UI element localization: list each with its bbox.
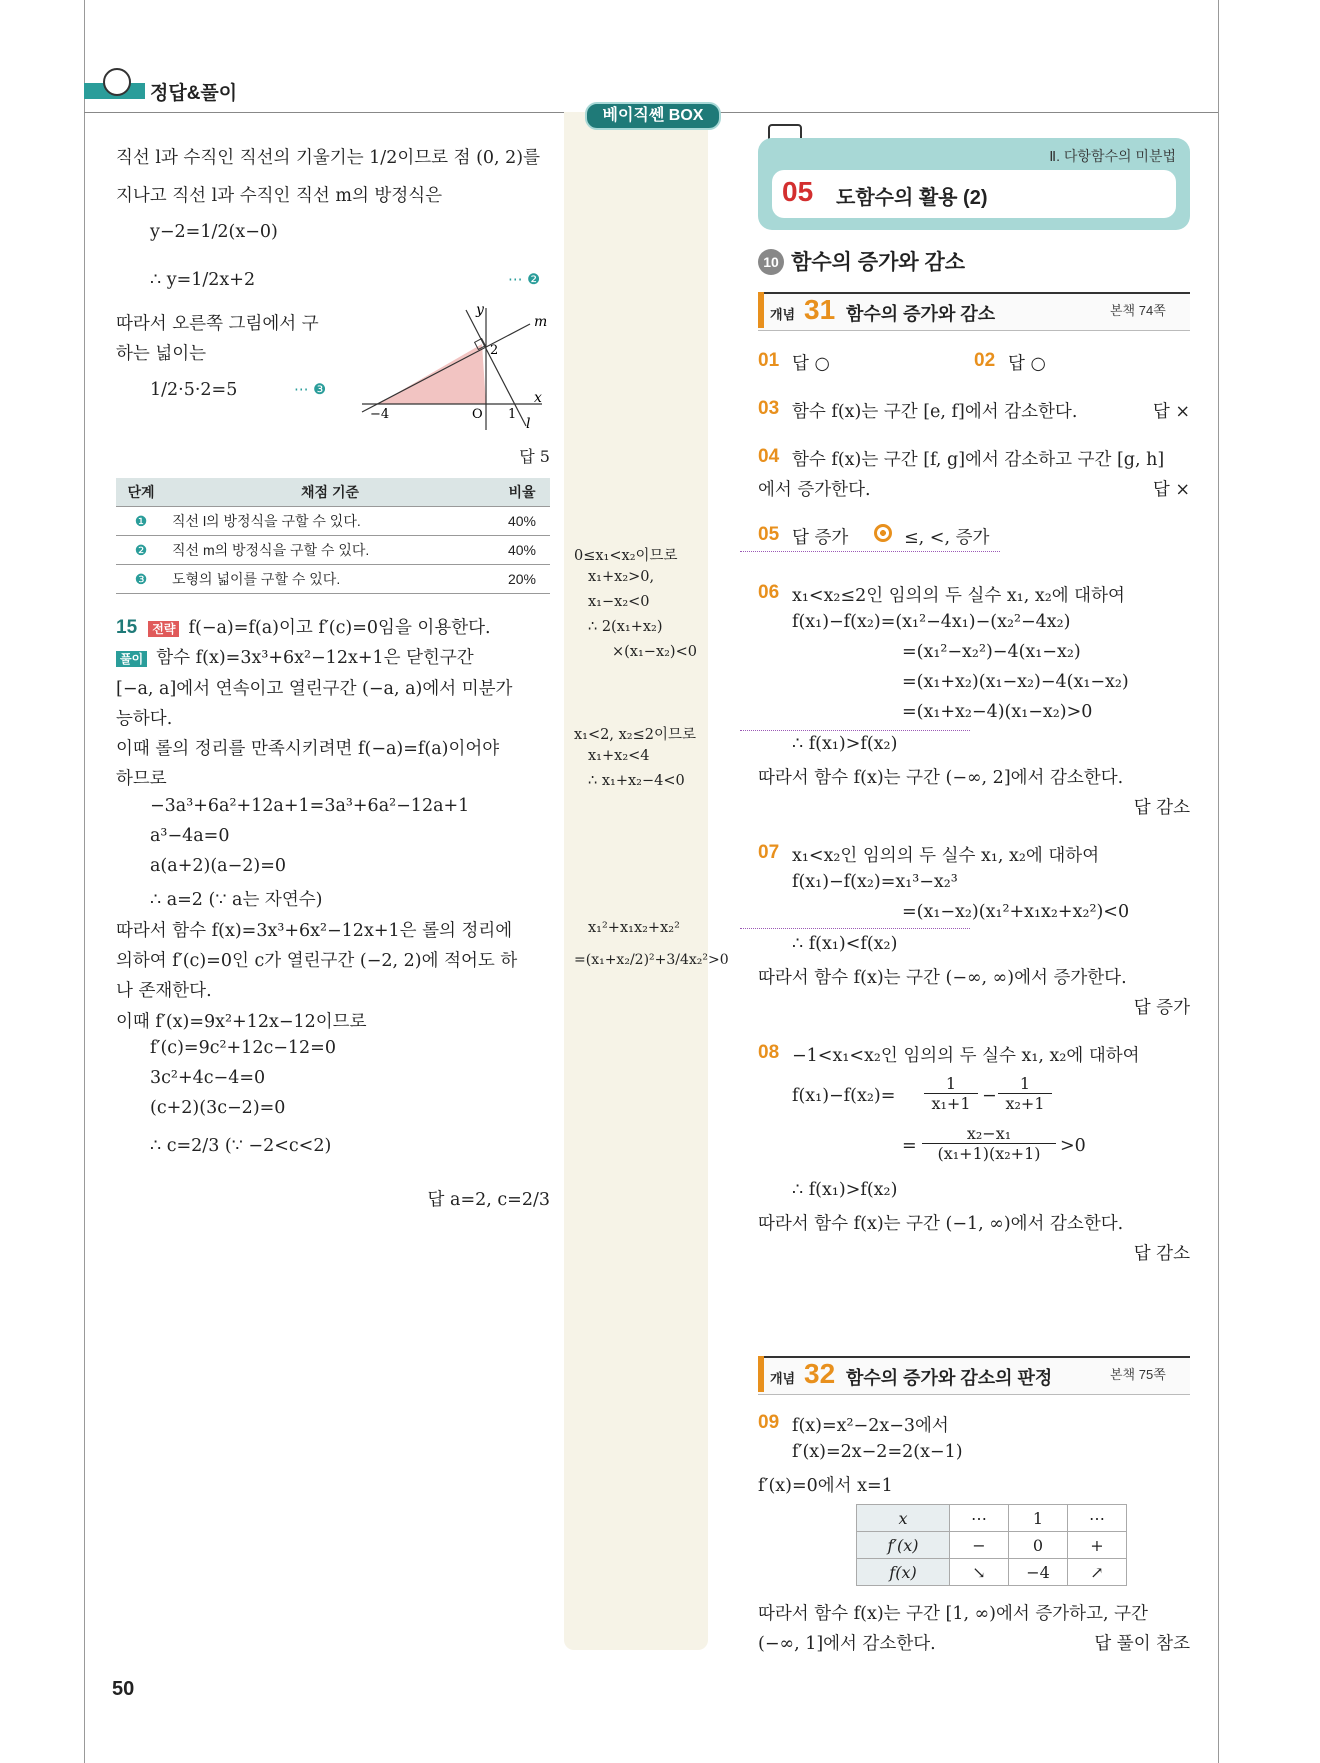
- concept-32-tag: 개념: [770, 1371, 796, 1386]
- q08-fraction-3: [922, 1124, 1056, 1163]
- topic-heading: [758, 246, 965, 276]
- tick-1: 1: [508, 407, 517, 422]
- concept-31-ref: 본책 74쪽: [1110, 303, 1166, 318]
- q08-fraction-2: [998, 1074, 1052, 1113]
- solution-line-8: a(a+2)(a−2)=0: [150, 856, 287, 876]
- tick-2: 2: [490, 343, 499, 358]
- solution-tag: 풀이: [116, 651, 147, 667]
- table-header-criterion: 채점 기준: [166, 478, 494, 507]
- step-mark-2: ⋯ ❷: [508, 272, 541, 288]
- problem-15-head: [116, 614, 491, 639]
- table-row: [857, 1532, 1127, 1559]
- q08-line-2-prefix: f(x₁)−f(x₂)=: [792, 1086, 896, 1106]
- cell: x: [857, 1505, 950, 1532]
- solution-line-16: (c+2)(3c−2)=0: [150, 1098, 286, 1118]
- note-1-line-4: ∴ 2(x₁+x₂): [588, 619, 663, 635]
- row-criterion: 도형의 넓이를 구할 수 있다.: [166, 565, 494, 594]
- solution-line-14: f′(c)=9c²+12c−12=0: [150, 1038, 336, 1058]
- q09-answer: 답 풀이 참조: [1094, 1634, 1190, 1654]
- q04-answer: 답 ×: [1152, 480, 1190, 500]
- q07-line-2: f(x₁)−f(x₂)=x₁³−x₂³: [792, 872, 958, 892]
- cell: 0: [1009, 1532, 1068, 1559]
- cell: +: [1068, 1532, 1127, 1559]
- q05-answer: 답 증가: [792, 528, 849, 548]
- note-2-line-1: x₁<2, x₂≤2이므로: [574, 727, 696, 743]
- note-2-connector: [740, 730, 970, 731]
- q07-line-1: x₁<x₂인 임의의 두 실수 x₁, x₂에 대하여: [792, 846, 1100, 866]
- table-row: [116, 507, 550, 536]
- q06-answer: 답 감소: [1133, 798, 1190, 818]
- q08-number: 08: [758, 1042, 780, 1063]
- note-3-line-2: =(x₁+x₂/2)²+3/4x₂²>0: [574, 952, 729, 968]
- concept-32-ref: 본책 75쪽: [1110, 1367, 1166, 1382]
- concept-31-number: 31: [804, 294, 836, 325]
- strategy-text: f(−a)=f(a)이고 f′(c)=0임을 이용한다.: [188, 618, 491, 638]
- answer-15: 답 a=2, c=2/3: [427, 1190, 550, 1210]
- q06-line-2: f(x₁)−f(x₂)=(x₁²−4x₁)−(x₂²−4x₂): [792, 612, 1071, 632]
- tick-origin: O: [472, 407, 483, 422]
- y-axis-label: y: [476, 302, 484, 318]
- note-1-connector: [740, 551, 1000, 552]
- q08-fraction-2-numerator: 1: [998, 1074, 1052, 1094]
- cell: f′(x): [857, 1532, 950, 1559]
- note-1-line-1: 0≤x₁<x₂이므로: [574, 548, 678, 564]
- q07-answer: 답 증가: [1133, 998, 1190, 1018]
- q05-extra: ≤, <, 증가: [904, 528, 990, 548]
- q03-answer: 답 ×: [1152, 402, 1190, 422]
- triangle-graph: [358, 300, 548, 435]
- l-label: l: [526, 416, 531, 432]
- concept-31-accent: [758, 292, 764, 328]
- row-step: ❷: [116, 536, 166, 565]
- section-number: 05: [782, 176, 814, 207]
- row-ratio: 40%: [494, 536, 550, 565]
- solution-line-3: 능하다.: [116, 709, 173, 729]
- q08-line-4: ∴ f(x₁)>f(x₂): [792, 1180, 898, 1200]
- q09-line-5: (−∞, 1]에서 감소한다.: [758, 1634, 936, 1654]
- cell: ⋯: [1068, 1505, 1127, 1532]
- solution-text-1: 함수 f(x)=3x³+6x²−12x+1은 닫힌구간: [156, 648, 474, 668]
- cell: ⋯: [950, 1505, 1009, 1532]
- q06-line-6: ∴ f(x₁)>f(x₂): [792, 734, 898, 754]
- equation-line-m: y−2=1/2(x−0): [150, 222, 278, 242]
- q04-number: 04: [758, 446, 780, 467]
- row-criterion: 직선 l의 방정식을 구할 수 있다.: [166, 507, 494, 536]
- q09-line-3: f′(x)=0에서 x=1: [758, 1476, 893, 1496]
- note-1-line-3: x₁−x₂<0: [588, 594, 650, 610]
- answer-5: 답 5: [519, 447, 550, 466]
- q08-line-3-suffix: >0: [1060, 1136, 1086, 1156]
- solution-line-1: [116, 644, 474, 669]
- q08-equals: =: [902, 1136, 917, 1156]
- q06-line-5: =(x₁+x₂−4)(x₁−x₂)>0: [902, 702, 1093, 722]
- strategy-tag: 전략: [148, 621, 179, 637]
- row-ratio: 20%: [494, 565, 550, 594]
- row-ratio: 40%: [494, 507, 550, 536]
- m-label: m: [534, 314, 548, 330]
- area-line-2: 하는 넓이는: [116, 344, 207, 364]
- q06-number: 06: [758, 582, 780, 603]
- q06-line-3: =(x₁²−x₂²)−4(x₁−x₂): [902, 642, 1081, 662]
- row-criterion: 직선 m의 방정식을 구할 수 있다.: [166, 536, 494, 565]
- q03-number: 03: [758, 398, 780, 419]
- cell: f(x): [857, 1559, 950, 1586]
- q08-fraction-1-numerator: 1: [924, 1074, 978, 1094]
- topic-title: 함수의 증가와 감소: [791, 251, 966, 274]
- row-step: ❸: [116, 565, 166, 594]
- increase-decrease-table: [856, 1504, 1127, 1586]
- q09-line-4: 따라서 함수 f(x)는 구간 [1, ∞)에서 증가하고, 구간: [758, 1604, 1148, 1624]
- solution-line-4: 이때 롤의 정리를 만족시키려면 f(−a)=f(a)이어야: [116, 739, 500, 759]
- cell: ↗: [1068, 1559, 1127, 1586]
- step-mark-3: ⋯ ❸: [294, 382, 327, 398]
- note-1-line-2: x₁+x₂>0,: [588, 569, 655, 585]
- concept-31-tag: 개념: [770, 307, 796, 322]
- q09-number: 09: [758, 1412, 780, 1433]
- basic-box-label: 베이직쎈 BOX: [585, 102, 721, 130]
- row-step: ❶: [116, 507, 166, 536]
- table-row: [116, 565, 550, 594]
- table-header-ratio: 비율: [494, 478, 550, 507]
- intro-line-1: 직선 l과 수직인 직선의 기울기는 1/2이므로 점 (0, 2)를: [116, 148, 541, 168]
- q03-text: 함수 f(x)는 구간 [e, f]에서 감소한다.: [792, 402, 1078, 422]
- q06-line-1: x₁<x₂≤2인 임의의 두 실수 x₁, x₂에 대하여: [792, 586, 1125, 606]
- solution-line-5: 하므로: [116, 769, 167, 789]
- q08-minus: −: [982, 1086, 997, 1106]
- note-3-connector: [740, 928, 970, 929]
- q08-fraction-1-denominator: x₁+1: [931, 1094, 971, 1113]
- q04-text-1: 함수 f(x)는 구간 [f, g]에서 감소하고 구간 [g, h]: [792, 450, 1165, 470]
- page-left-border: [84, 0, 85, 1763]
- cell: −: [950, 1532, 1009, 1559]
- problem-15-number: 15: [116, 617, 138, 638]
- q06-line-4: =(x₁+x₂)(x₁−x₂)−4(x₁−x₂): [902, 672, 1129, 692]
- topic-number-badge: 10: [758, 249, 784, 275]
- solution-line-15: 3c²+4c−4=0: [150, 1068, 266, 1088]
- q08-fraction-2-denominator: x₂+1: [1005, 1094, 1045, 1113]
- note-1-line-5: ×(x₁−x₂)<0: [612, 644, 697, 660]
- q08-line-1: −1<x₁<x₂인 임의의 두 실수 x₁, x₂에 대하여: [792, 1046, 1140, 1066]
- solution-line-10: 따라서 함수 f(x)=3x³+6x²−12x+1은 롤의 정리에: [116, 921, 513, 941]
- solution-line-17: ∴ c=2/3 (∵ −2<c<2): [150, 1136, 332, 1156]
- q08-answer: 답 감소: [1133, 1244, 1190, 1264]
- q07-number: 07: [758, 842, 780, 863]
- q02-answer: 답 ○: [1008, 354, 1046, 374]
- note-2-line-2: x₁+x₂<4: [588, 748, 650, 764]
- concept-32-title: 함수의 증가와 감소의 판정: [846, 1368, 1053, 1388]
- concept-31-title: 함수의 증가와 감소: [846, 304, 996, 324]
- q08-fraction-3-numerator: x₂−x₁: [922, 1124, 1056, 1144]
- q07-line-4: ∴ f(x₁)<f(x₂): [792, 934, 898, 954]
- q01-number: 01: [758, 350, 780, 371]
- q07-line-3: =(x₁−x₂)(x₁²+x₁x₂+x₂²)<0: [902, 902, 1130, 922]
- solution-line-7: a³−4a=0: [150, 826, 230, 846]
- q02-number: 02: [974, 350, 996, 371]
- note-3-line-1: x₁²+x₁x₂+x₂²: [588, 920, 680, 936]
- solution-line-9: ∴ a=2 (∵ a는 자연수): [150, 890, 323, 910]
- q09-line-2: f′(x)=2x−2=2(x−1): [792, 1442, 963, 1462]
- table-row: [116, 536, 550, 565]
- note-2-line-3: ∴ x₁+x₂−4<0: [588, 773, 685, 789]
- page-right-border: [1218, 0, 1219, 1763]
- solution-line-12: 나 존재한다.: [116, 981, 212, 1001]
- basic-box-column: [564, 112, 708, 1650]
- solution-line-11: 의하여 f′(c)=0인 c가 열린구간 (−2, 2)에 적어도 하: [116, 951, 518, 971]
- alarm-clock-icon: [103, 68, 131, 96]
- area-calc: 1/2·5·2=5: [150, 380, 238, 400]
- table-header-step: 단계: [116, 478, 166, 507]
- cell: −4: [1009, 1559, 1068, 1586]
- q09-line-1: f(x)=x²−2x−3에서: [792, 1416, 949, 1436]
- x-axis-label: x: [534, 390, 542, 406]
- area-line-1: 따라서 오른쪽 그림에서 구: [116, 314, 319, 334]
- intro-line-2: 지나고 직선 l과 수직인 직선 m의 방정식은: [116, 186, 443, 206]
- header-title: 정답&풀이: [150, 83, 238, 104]
- cell: ↘: [950, 1559, 1009, 1586]
- page-number: 50: [112, 1678, 135, 1700]
- solution-line-6: −3a³+6a²+12a+1=3a³+6a²−12a+1: [150, 796, 470, 816]
- chapter-label: Ⅱ. 다항함수의 미분법: [1049, 148, 1176, 164]
- cell: 1: [1009, 1505, 1068, 1532]
- q01-answer: 답 ○: [792, 354, 830, 374]
- q05-number: 05: [758, 524, 780, 545]
- tick-neg4: −4: [370, 407, 390, 422]
- section-title: 도함수의 활용 (2): [836, 187, 988, 209]
- q08-line-5: 따라서 함수 f(x)는 구간 (−1, ∞)에서 감소한다.: [758, 1214, 1124, 1234]
- q04-text-2: 에서 증가한다.: [758, 480, 871, 500]
- concept-32-accent: [758, 1356, 764, 1392]
- q06-line-7: 따라서 함수 f(x)는 구간 (−∞, 2]에서 감소한다.: [758, 768, 1124, 788]
- q07-line-5: 따라서 함수 f(x)는 구간 (−∞, ∞)에서 증가한다.: [758, 968, 1127, 988]
- table-row: [857, 1559, 1127, 1586]
- solution-line-13: 이때 f′(x)=9x²+12x−12이므로: [116, 1012, 367, 1032]
- equation-line-m-result: ∴ y=1/2x+2: [150, 270, 256, 290]
- concept-32-number: 32: [804, 1358, 836, 1389]
- solution-line-2: [−a, a]에서 연속이고 열린구간 (−a, a)에서 미분가: [116, 679, 513, 699]
- table-row: [857, 1505, 1127, 1532]
- target-icon: [874, 524, 892, 542]
- scoring-table: [116, 478, 550, 594]
- q08-fraction-1: [924, 1074, 978, 1113]
- q08-fraction-3-denominator: (x₁+1)(x₂+1): [937, 1144, 1041, 1163]
